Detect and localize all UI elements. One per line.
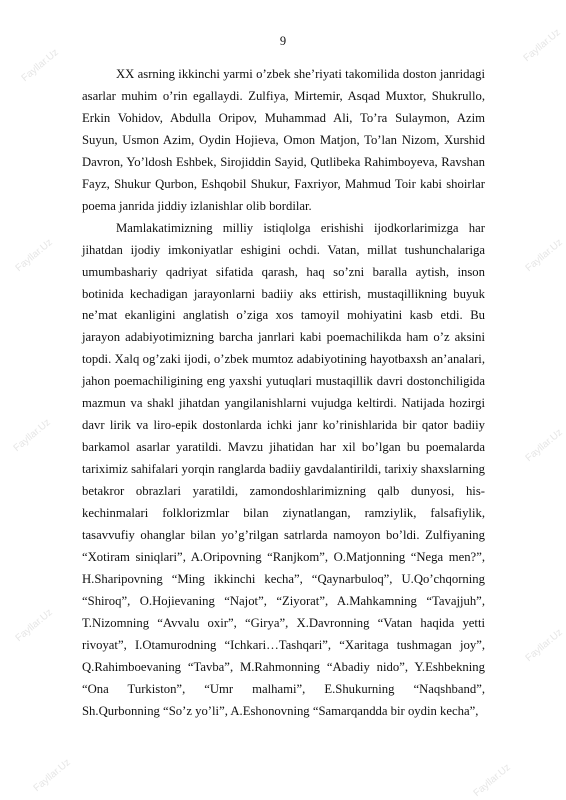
- watermark: Fayllar.Uz: [19, 46, 61, 85]
- watermark: Fayllar.Uz: [31, 756, 73, 795]
- watermark: Fayllar.Uz: [471, 761, 513, 800]
- paragraph-2: Mamlakatimizning milliy istiqlolga erishishi ijodkorlarimizga har jihatdan ijodiy imkoniyatlar eshigini ochdi. Vatan, millat tushunchalariga umumbashariy qadriyat sifatida qarash, haq so’zni baralla aytish, inson botinida kechadigan jarayonlarni badiiy aks ettirish, mustaqillikning buyuk ne’mat ekanligini anglatish o’ziga xos tamoyil mohiyatini kasb etdi. Bu jarayon adabiyotimizning barcha janrlari kabi poemachilikda ham o’z aksini topdi. Xalq og’zaki ijodi, o’zbek mumtoz adabiyotining hayotbaxsh an’analari, jahon poemachiligining eng yaxshi yutuqlari mustaqillik davri dostonchiligida mazmun va shakl jihatdan yangilanishlarni vujudga keltirdi. Natijada hozirgi davr lirik va liro-epik dostonlarda ichki janr ko’rinishlarida bir qator badiiy barkamol asarlar yaratildi. Mavzu jihatidan har xil bo’lgan bu poemalarda tariximiz sahifalari yorqin ranglarda badiiy gavdalantirildi, tarixiy shaxslarning betakror obrazlari yaratildi, zamondoshlarimizning qalb dunyosi, his-kechinmalari folklorizmlar bilan ziynatlangan, ramziylik, falsafiylik, tasavvufiy ohanglar bilan yo’g’rilgan satrlarda namoyon bo’ldi. Zulfiyaning “Xotiram siniqlari”, A.Oripovning “Ranjkom”, O.Matjonning “Nega men?”, H.Sharipovning “Ming ikkinchi kecha”, “Qaynarbuloq”, U.Qo’chqorning “Shiroq”, O.Hojievaning “Najot”, “Ziyorat”, A.Mahkamning “Tavajjuh”, T.Nizomning “Avvalu oxir”, “Girya”, X.Davronning “Vatan haqida yetti rivoyat”, I.Otamurodning “Ichkari…Tashqari”, “Xaritaga tushmagan joy”, Q.Rahimboevaning “Tavba”, M.Rahmonning “Abadiy nido”, Y.Eshbekning “Ona Turkiston”, “Umr malhami”, E.Shukurning “Naqshband”, Sh.Qurbonning “So’z yo’li”, A.Eshonovning “Samarqandda bir oydin kecha”,: [82, 220, 485, 718]
- watermark: Fayllar.Uz: [13, 236, 55, 275]
- page-number: 9: [279, 34, 287, 48]
- watermark: Fayllar.Uz: [523, 426, 565, 465]
- watermark: Fayllar.Uz: [521, 26, 563, 65]
- watermark: Fayllar.Uz: [523, 626, 565, 665]
- body-text: [82, 64, 485, 723]
- paragraph-1: XX asrning ikkinchi yarmi o’zbek she’riyati takomilida doston janridagi asarlar muhim o’rin egallaydi. Zulfiya, Mirtemir, Asqad Muxtor, Shukrullo, Erkin Vohidov, Abdulla Oripov, Muhammad Ali, To’ra Sulaymon, Azim Suyun, Usmon Azim, Oydin Hojieva, Omon Matjon, To’lan Nizom, Xurshid Davron, Yo’ldosh Eshbek, Sirojiddin Sayid, Qutlibeka Rahimboyeva, Ravshan Fayz, Shukur Qurbon, Eshqobil Shukur, Faxriyor, Mahmud Toir kabi shoirlar poema janrida jiddiy izlanishlar olib bordilar.: [82, 67, 485, 213]
- watermark: Fayllar.Uz: [11, 416, 53, 455]
- watermark: Fayllar.Uz: [13, 606, 55, 645]
- watermark: Fayllar.Uz: [523, 236, 565, 275]
